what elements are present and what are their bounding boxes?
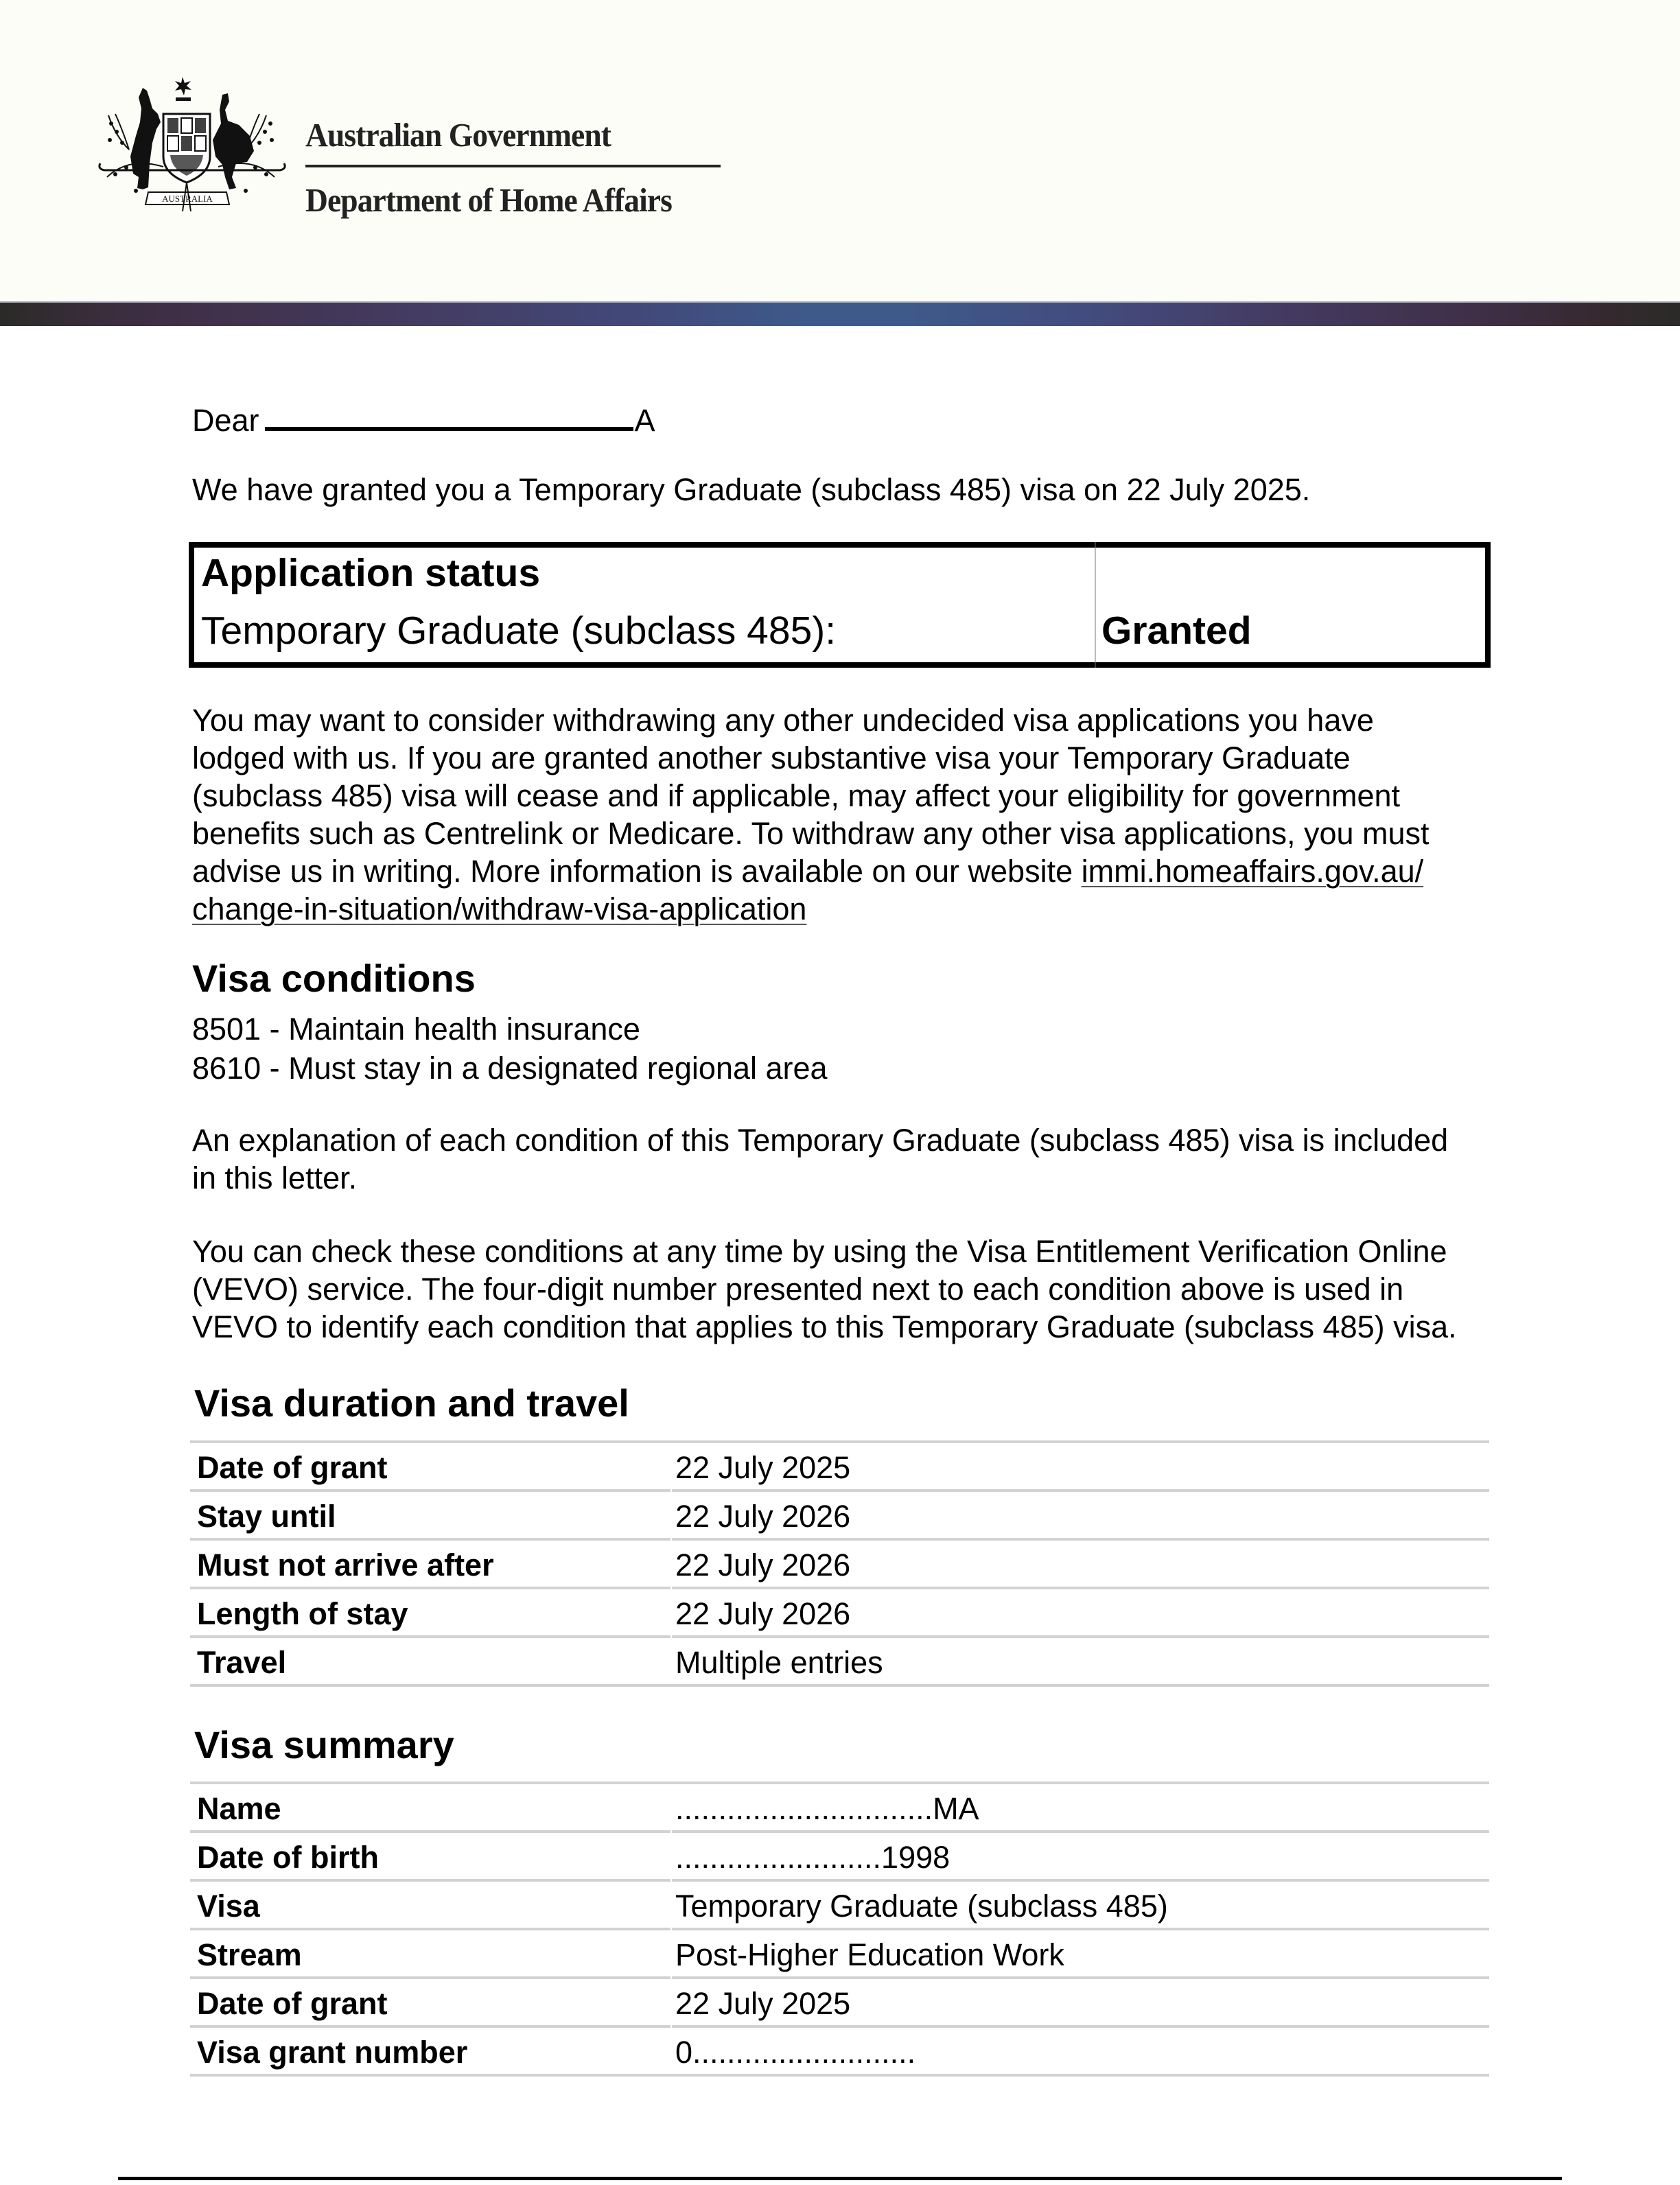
salutation	[192, 399, 655, 439]
footer-divider	[118, 2177, 1562, 2180]
department-name: Department of Home Affairs	[305, 181, 672, 219]
row-label: Must not arrive after	[197, 1547, 494, 1582]
visa-conditions-heading: Visa conditions	[192, 957, 476, 1000]
withdraw-notice-line	[192, 852, 1496, 890]
condition-item-8610: 8610 - Must stay in a designated regional area	[192, 1051, 828, 1086]
application-status-visa-label: Temporary Graduate (subclass 485):	[201, 609, 837, 653]
visa-summary-table	[190, 1781, 1489, 2077]
table-row	[190, 1587, 1489, 1635]
table-row	[190, 1440, 1489, 1489]
table-row	[190, 1928, 1489, 1976]
table-row	[190, 1635, 1489, 1687]
withdraw-visa-link-continued[interactable]: change-in-situation/withdraw-visa-application	[192, 891, 807, 926]
table-row	[190, 1781, 1489, 1830]
redacted-name-blank	[265, 399, 633, 431]
visa-duration-table	[190, 1440, 1489, 1687]
status-badge: Granted	[1101, 609, 1252, 653]
column-gap	[670, 1538, 672, 1541]
coat-of-arms-icon	[95, 74, 290, 215]
column-gap	[670, 1928, 672, 1930]
row-value: 22 July 2025	[675, 1986, 851, 2021]
withdraw-notice-line	[192, 890, 1496, 928]
table-row	[190, 1879, 1489, 1928]
row-label: Stream	[197, 1937, 302, 1972]
letterhead-divider	[305, 165, 721, 167]
withdraw-notice-line: benefits such as Centrelink or Medicare. To withdraw any other visa applications, you must	[192, 816, 1430, 851]
organisation-name: Australian Government	[305, 116, 611, 154]
withdraw-notice-text: advise us in writing. More information is available on our website	[192, 854, 1082, 889]
visa-summary-heading: Visa summary	[194, 1723, 454, 1766]
table-row	[190, 1830, 1489, 1879]
row-value: Post-Higher Education Work	[675, 1937, 1064, 1972]
grant-intro: We have granted you a Temporary Graduate (subclass 485) visa on 22 July 2025.	[192, 472, 1311, 507]
salutation-suffix: A	[634, 403, 655, 438]
row-value: Multiple entries	[675, 1645, 883, 1680]
column-gap	[670, 2025, 672, 2028]
letterhead	[0, 0, 1680, 301]
conditions-explanation	[192, 1121, 1496, 1197]
salutation-prefix: Dear	[192, 403, 259, 438]
row-value: Temporary Graduate (subclass 485)	[675, 1889, 1168, 1924]
row-label: Stay until	[197, 1499, 336, 1534]
application-status-box	[189, 542, 1491, 668]
row-value: 22 July 2026	[675, 1499, 851, 1534]
table-row	[190, 2025, 1489, 2077]
status-cell-divider	[1095, 542, 1096, 668]
column-gap	[670, 1879, 672, 1882]
explanation-line: in this letter.	[192, 1160, 358, 1195]
row-value: 22 July 2026	[675, 1547, 851, 1582]
visa-duration-heading: Visa duration and travel	[194, 1381, 629, 1425]
column-gap	[670, 1587, 672, 1589]
vevo-notice	[192, 1232, 1496, 1346]
row-label: Length of stay	[197, 1596, 408, 1631]
table-row	[190, 1976, 1489, 2025]
row-label: Date of grant	[197, 1450, 388, 1485]
row-value: 22 July 2026	[675, 1596, 851, 1631]
row-label: Travel	[197, 1645, 287, 1680]
row-label: Visa	[197, 1889, 260, 1924]
vevo-line: You can check these conditions at any time by using the Visa Entitlement Verification Online	[192, 1234, 1447, 1269]
row-value: 0..........................	[675, 2035, 916, 2070]
column-gap	[670, 1635, 672, 1638]
row-value: 22 July 2025	[675, 1450, 851, 1485]
row-label: Date of birth	[197, 1840, 379, 1875]
row-label: Visa grant number	[197, 2035, 468, 2070]
column-gap	[670, 1976, 672, 1979]
column-gap	[670, 1489, 672, 1492]
condition-item-8501: 8501 - Maintain health insurance	[192, 1012, 640, 1047]
withdraw-notice-line: You may want to consider withdrawing any other undecided visa applications you have	[192, 703, 1374, 738]
vevo-line: VEVO to identify each condition that applies to this Temporary Graduate (subclass 485) visa.	[192, 1309, 1457, 1344]
column-gap	[670, 1830, 672, 1833]
application-status-title: Application status	[201, 551, 541, 595]
row-label: Date of grant	[197, 1986, 388, 2021]
row-value: ........................1998	[675, 1840, 950, 1875]
row-label: Name	[197, 1791, 281, 1826]
withdraw-visa-link[interactable]: immi.homeaffairs.gov.au/	[1081, 854, 1424, 889]
header-gradient-band	[0, 301, 1680, 326]
table-row	[190, 1489, 1489, 1538]
explanation-line: An explanation of each condition of this Temporary Graduate (subclass 485) visa is included	[192, 1123, 1449, 1158]
svg-text:AUSTRALIA: AUSTRALIA	[162, 194, 213, 204]
withdraw-notice-line: lodged with us. If you are granted another substantive visa your Temporary Graduate	[192, 740, 1351, 775]
vevo-line: (VEVO) service. The four-digit number presented next to each condition above is used in	[192, 1272, 1404, 1307]
withdraw-notice	[192, 701, 1496, 928]
table-row	[190, 1538, 1489, 1587]
withdraw-notice-line: (subclass 485) visa will cease and if applicable, may affect your eligibility for government	[192, 778, 1401, 813]
row-value: ..............................MA	[675, 1791, 979, 1826]
